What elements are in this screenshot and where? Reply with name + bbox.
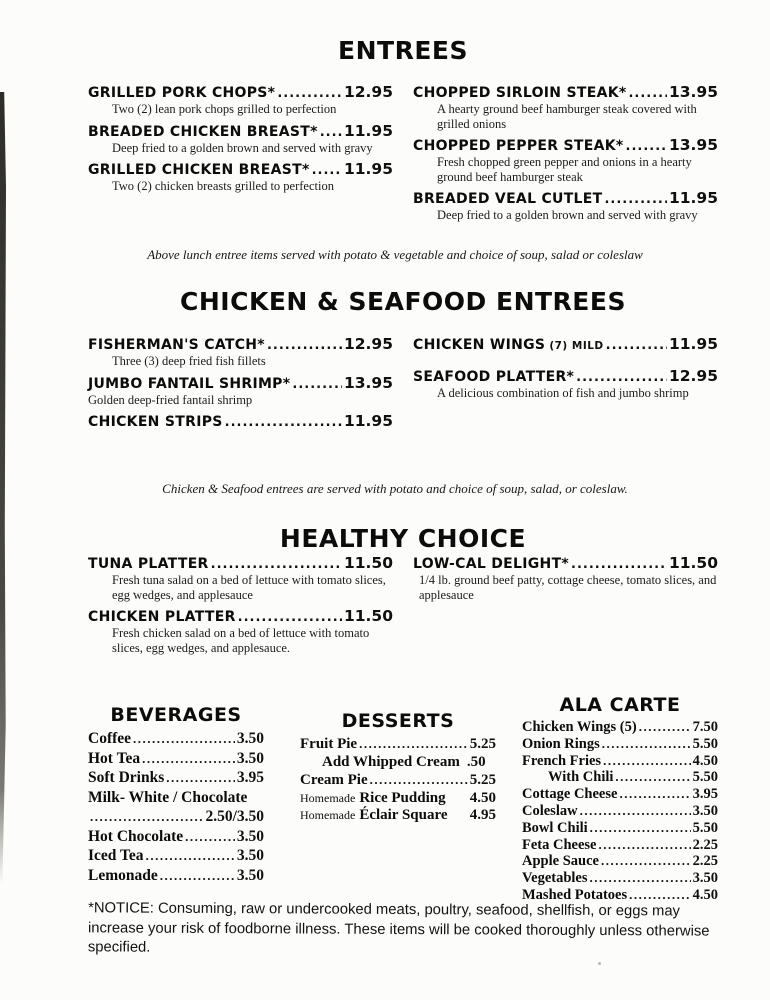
dot-leader bbox=[571, 553, 667, 572]
menu-item-name: French Fries bbox=[522, 752, 602, 769]
dot-leader bbox=[602, 736, 691, 752]
menu-item-desc: Fresh chicken salad on a bed of lettuce with tomato slices, egg wedges, and applesauce. bbox=[112, 626, 370, 655]
menu-item-name: Cream Pie bbox=[300, 772, 368, 788]
dot-leader bbox=[146, 846, 235, 866]
menu-item-name: TUNA PLATTER bbox=[88, 556, 209, 572]
menu-item-price: 3.50 bbox=[236, 730, 264, 747]
menu-item bbox=[88, 121, 393, 156]
menu-item bbox=[413, 82, 718, 131]
menu-item bbox=[413, 188, 718, 223]
menu-item bbox=[413, 135, 718, 184]
menu-item-price: 4.50 bbox=[469, 789, 496, 806]
menu-item-price: 4.50 bbox=[692, 752, 718, 769]
menu-item-name: SEAFOOD PLATTER* bbox=[413, 369, 575, 385]
menu-item-desc: Fresh chopped green pepper and onions in a hearty ground beef hamburger steak bbox=[437, 155, 692, 184]
menu-item-price: 5.50 bbox=[692, 769, 718, 786]
menu-item-name: With Chili bbox=[548, 769, 614, 786]
menu-item-price: 3.95 bbox=[236, 769, 264, 786]
menu-item bbox=[522, 853, 718, 870]
menu-item-desc: A delicious combination of fish and jumbo shrimp bbox=[437, 386, 689, 400]
menu-item-price: 12.95 bbox=[343, 335, 393, 353]
menu-item-name: BREADED VEAL CUTLET bbox=[413, 191, 603, 207]
menu-item-price: 3.50 bbox=[236, 866, 264, 884]
menu-item bbox=[88, 788, 264, 827]
dot-leader bbox=[277, 82, 342, 101]
seafood-left-column bbox=[88, 334, 393, 433]
section-title-seafood: CHICKEN & SEAFOOD ENTREES bbox=[180, 287, 626, 316]
menu-item bbox=[522, 736, 718, 753]
menu-item-name: Vegetables bbox=[522, 870, 588, 887]
dot-leader bbox=[626, 135, 667, 154]
dot-leader bbox=[211, 553, 342, 572]
menu-item-desc: Three (3) deep fried fish fillets bbox=[112, 354, 266, 368]
menu-item-price: 13.95 bbox=[668, 83, 718, 101]
healthy-columns bbox=[88, 553, 718, 659]
menu-item-price: 3.50 bbox=[692, 802, 718, 819]
menu-item-price: .50 bbox=[466, 753, 486, 770]
section-title-healthy: HEALTHY CHOICE bbox=[279, 524, 527, 553]
healthy-left-column bbox=[88, 553, 393, 659]
menu-item-name: Chicken Wings (5) bbox=[522, 719, 637, 735]
menu-item-name: CHICKEN PLATTER bbox=[88, 609, 236, 625]
menu-item bbox=[88, 159, 393, 194]
menu-item-desc: Deep fried to a golden brown and served with gravy bbox=[437, 208, 698, 222]
menu-item bbox=[88, 606, 393, 655]
entrees-left-column bbox=[88, 82, 393, 227]
menu-item bbox=[88, 373, 393, 408]
menu-item-price: 4.95 bbox=[469, 807, 496, 823]
menu-item-price: 5.25 bbox=[469, 772, 496, 788]
menu-item-name: Add Whipped Cream bbox=[322, 753, 460, 770]
section-title-entrees: ENTREES bbox=[338, 36, 468, 65]
menu-item-name: Apple Sauce bbox=[522, 853, 599, 870]
menu-item bbox=[300, 790, 496, 808]
menu-item-name: CHOPPED SIRLOIN STEAK* bbox=[413, 85, 627, 101]
dot-leader bbox=[185, 827, 235, 847]
menu-item-name: CHICKEN WINGS bbox=[413, 337, 546, 353]
alacarte-column bbox=[522, 694, 718, 904]
dot-leader bbox=[225, 411, 342, 430]
menu-item bbox=[88, 749, 264, 769]
menu-item bbox=[522, 719, 718, 736]
menu-item bbox=[522, 803, 718, 820]
menu-item-price: 11.95 bbox=[668, 189, 718, 207]
dot-leader bbox=[370, 771, 468, 789]
menu-item-name: Coleslaw bbox=[522, 802, 578, 819]
dot-leader bbox=[166, 768, 235, 788]
menu-item bbox=[300, 735, 496, 754]
dot-leader bbox=[580, 803, 691, 819]
menu-item-price: 12.95 bbox=[668, 367, 718, 385]
menu-item-name: BREADED CHICKEN BREAST* bbox=[88, 123, 318, 140]
menu-item bbox=[300, 807, 496, 825]
entrees-columns bbox=[88, 82, 718, 227]
menu-item-name: Bowl Chili bbox=[522, 819, 588, 836]
menu-item-price: 5.25 bbox=[469, 736, 496, 752]
menu-item-price: 3.50 bbox=[236, 847, 264, 864]
menu-item bbox=[88, 866, 264, 886]
menu-item bbox=[88, 846, 264, 866]
menu-item-price: 13.95 bbox=[668, 136, 718, 154]
menu-item-name: Milk- White / Chocolate bbox=[88, 788, 248, 806]
seafood-right-column bbox=[413, 334, 718, 433]
menu-item bbox=[88, 411, 393, 430]
menu-item-price: 5.50 bbox=[692, 735, 718, 752]
dot-leader bbox=[603, 753, 691, 769]
menu-item bbox=[522, 820, 718, 837]
menu-item bbox=[413, 334, 718, 353]
section-title-desserts: DESSERTS bbox=[341, 710, 455, 732]
menu-item-price: 3.50 bbox=[692, 870, 718, 887]
menu-item-name: Mashed Potatoes bbox=[522, 886, 628, 903]
menu-item bbox=[413, 553, 718, 602]
healthy-right-column bbox=[413, 553, 718, 659]
menu-item bbox=[88, 82, 393, 117]
menu-item bbox=[88, 827, 264, 847]
menu-item-price: 11.95 bbox=[343, 121, 393, 140]
menu-item-name: Feta Cheese bbox=[522, 836, 597, 853]
menu-item-price: 11.50 bbox=[668, 554, 718, 572]
dot-leader bbox=[590, 820, 691, 836]
menu-item-price: 2.25 bbox=[692, 836, 718, 853]
menu-item bbox=[522, 786, 718, 803]
menu-item-price: 7.50 bbox=[692, 719, 718, 735]
dot-leader bbox=[598, 837, 690, 853]
menu-item-name: Lemonade bbox=[88, 866, 158, 884]
menu-item bbox=[300, 754, 496, 772]
menu-item-price: 3.50 bbox=[236, 749, 264, 767]
menu-item bbox=[522, 837, 718, 854]
menu-item-price: 11.95 bbox=[668, 335, 718, 353]
dot-leader bbox=[590, 870, 691, 886]
scan-speck bbox=[598, 962, 601, 965]
seafood-note: Chicken & Seafood entrees are served with potato and choice of soup, salad, or coleslaw. bbox=[162, 481, 628, 496]
menu-item-desc: Deep fried to a golden brown and served with gravy bbox=[112, 140, 373, 155]
menu-item-desc: A hearty ground beef hamburger steak covered with grilled onions bbox=[437, 102, 697, 131]
menu-item-desc: Two (2) lean pork chops grilled to perfection bbox=[112, 102, 337, 116]
menu-item-name: Fruit Pie bbox=[300, 736, 358, 752]
dot-leader bbox=[320, 121, 342, 140]
menu-item-price: 5.50 bbox=[692, 819, 718, 836]
dot-leader bbox=[238, 606, 342, 625]
menu-item-desc: Two (2) chicken breasts grilled to perfection bbox=[112, 179, 334, 193]
menu-item-price: 11.50 bbox=[343, 554, 393, 572]
dot-leader bbox=[628, 82, 666, 101]
menu-item-desc: 1/4 lb. ground beef patty, cottage cheese, tomato slices, and applesauce bbox=[419, 573, 717, 602]
menu-item-prefix: Homemade bbox=[300, 790, 356, 805]
scan-edge-artifact bbox=[0, 92, 6, 884]
menu-item bbox=[88, 729, 264, 749]
menu-item-name: Hot Chocolate bbox=[88, 827, 184, 845]
menu-item bbox=[88, 553, 393, 602]
menu-item-name: Hot Tea bbox=[88, 749, 141, 767]
menu-item-name: CHICKEN STRIPS bbox=[88, 414, 223, 430]
dot-leader bbox=[619, 786, 690, 802]
dot-leader bbox=[601, 853, 691, 869]
menu-item-name: JUMBO FANTAIL SHRIMP* bbox=[88, 375, 291, 392]
menu-item-name: LOW-CAL DELIGHT* bbox=[413, 556, 570, 572]
menu-item bbox=[300, 771, 496, 790]
menu-item-name: CHOPPED PEPPER STEAK* bbox=[413, 138, 624, 154]
menu-item-name: Iced Tea bbox=[88, 847, 144, 864]
menu-item-price: 3.50 bbox=[236, 827, 264, 845]
notice-text: *NOTICE: Consuming, raw or undercooked meats, poultry, seafood, shellfish, or eggs may increase your risk of foodborne illness. These items will be cooked thoroughly unless otherwise specified. bbox=[87, 900, 710, 956]
menu-item-name: Onion Rings bbox=[522, 735, 600, 752]
menu-item bbox=[522, 753, 718, 770]
section-title-beverages: BEVERAGES bbox=[110, 704, 242, 726]
menu-item-price: 2.25 bbox=[692, 853, 718, 870]
menu-item-price: 13.95 bbox=[343, 373, 393, 392]
menu-item-name: GRILLED PORK CHOPS* bbox=[88, 85, 276, 101]
dot-leader bbox=[576, 366, 667, 385]
dot-leader bbox=[639, 719, 691, 735]
section-title-alacarte: ALA CARTE bbox=[559, 694, 681, 716]
menu-item-name: Soft Drinks bbox=[88, 769, 165, 786]
menu-item bbox=[413, 366, 718, 401]
menu-item-price: 4.50 bbox=[692, 886, 718, 903]
entrees-right-column bbox=[413, 82, 718, 227]
menu-item-name: Cottage Cheese bbox=[522, 786, 618, 803]
dot-leader bbox=[90, 807, 203, 827]
dot-leader bbox=[267, 334, 342, 353]
dot-leader bbox=[133, 729, 235, 749]
dot-leader bbox=[359, 735, 468, 753]
menu-item-name: Coffee bbox=[88, 730, 132, 747]
menu-item-price: 11.95 bbox=[343, 412, 393, 430]
entrees-note: Above lunch entree items served with potato & vegetable and choice of soup, salad or coleslaw bbox=[147, 247, 643, 262]
menu-item-name: GRILLED CHICKEN BREAST* bbox=[88, 162, 310, 178]
dot-leader bbox=[606, 334, 667, 353]
dot-leader bbox=[142, 749, 235, 769]
menu-item-price: 11.95 bbox=[343, 160, 393, 178]
menu-item-price: 11.50 bbox=[343, 607, 393, 625]
menu-item-desc: Golden deep-fried fantail shrimp bbox=[88, 392, 253, 407]
menu-item-desc: Fresh tuna salad on a bed of lettuce with tomato slices, egg wedges, and applesauce bbox=[112, 573, 386, 602]
menu-item-name: Éclair Square bbox=[359, 807, 448, 823]
dot-leader bbox=[312, 159, 342, 178]
dot-leader bbox=[615, 769, 690, 785]
beverages-column bbox=[88, 704, 264, 885]
desserts-column bbox=[300, 710, 496, 825]
seafood-columns bbox=[88, 334, 718, 433]
menu-item-prefix: Homemade bbox=[300, 808, 356, 822]
menu-item-price: 12.95 bbox=[343, 83, 393, 101]
menu-item-price: 3.95 bbox=[692, 786, 718, 803]
menu-item-price: 2.50/3.50 bbox=[205, 808, 264, 825]
menu-item-qualifier: (7) MILD bbox=[549, 340, 604, 352]
dot-leader bbox=[629, 887, 691, 903]
menu-item bbox=[88, 334, 393, 369]
menu-item-name: Rice Pudding bbox=[359, 789, 446, 806]
dot-leader bbox=[160, 866, 235, 886]
menu-item-name: FISHERMAN'S CATCH* bbox=[88, 337, 265, 353]
dot-leader bbox=[292, 373, 342, 392]
menu-item bbox=[522, 870, 718, 887]
dot-leader bbox=[604, 188, 666, 207]
menu-item bbox=[88, 768, 264, 788]
menu-item bbox=[522, 769, 718, 786]
